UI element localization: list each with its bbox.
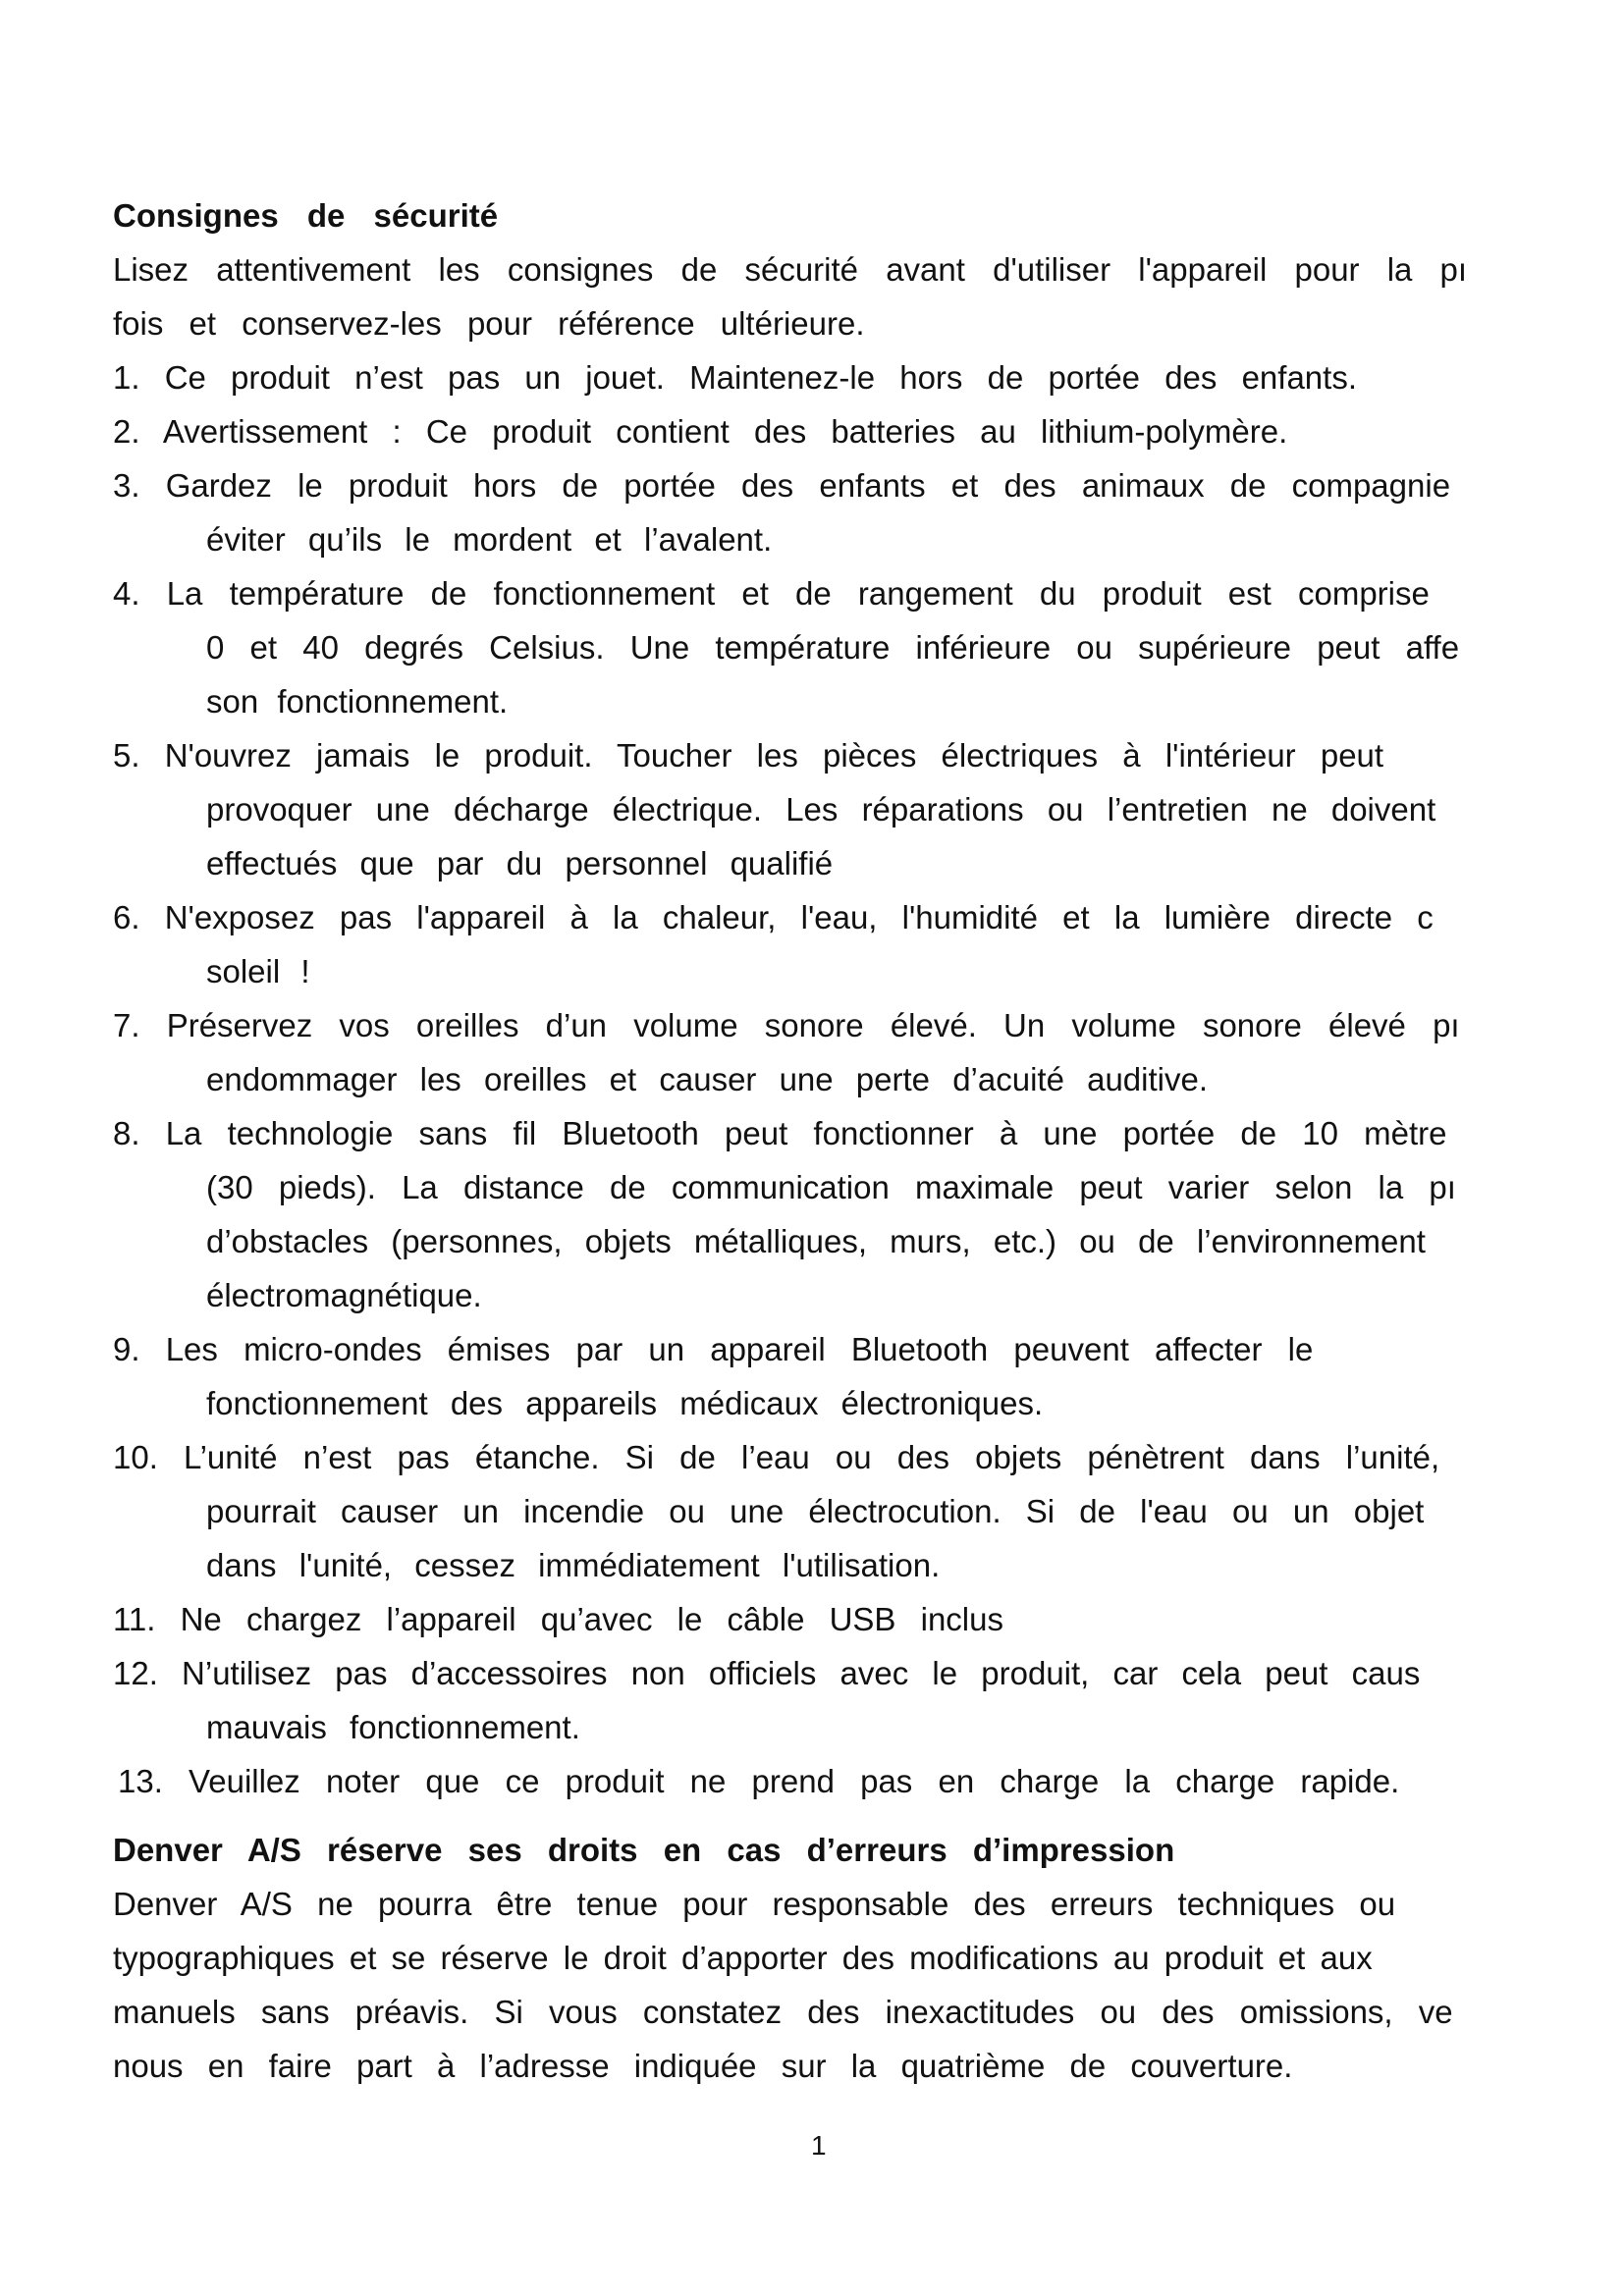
safety-item-13: 13. Veuillez noter que ce produit ne prend pas en charge la charge rapide. [118,1763,1400,1799]
safety-item-6: 6. N'exposez pas l'appareil à la chaleur, l'eau, l'humidité et la lumière directe c [113,899,1434,935]
safety-item-6-line-2: soleil ! [206,953,310,989]
safety-item-12: 12. N’utilisez pas d’accessoires non officiels avec le produit, car cela peut caus [113,1655,1421,1691]
rights-paragraph-line-2: typographiques et se réserve le droit d’apporter des modifications au produit et aux [113,1940,1373,1976]
safety-item-1: 1. Ce produit n’est pas un jouet. Maintenez-le hors de portée des enfants. [113,359,1357,396]
safety-item-8: 8. La technologie sans fil Bluetooth peut fonctionner à une portée de 10 mètre [113,1115,1447,1151]
safety-item-4-line-3: son fonctionnement. [206,683,509,720]
safety-item-8-line-4: électromagnétique. [206,1277,482,1313]
intro-line-2: fois et conservez-les pour référence ultérieure. [113,305,865,342]
rights-paragraph-line-4: nous en faire part à l’adresse indiquée sur la quatrième de couverture. [113,2048,1293,2084]
safety-item-4-line-2: 0 et 40 degrés Celsius. Une température inférieure ou supérieure peut affe [206,629,1460,666]
safety-item-5-line-2: provoquer une décharge électrique. Les réparations ou l’entretien ne doivent [206,791,1436,828]
safety-item-12-line-2: mauvais fonctionnement. [206,1709,580,1745]
page-number: 1 [811,2130,827,2161]
safety-item-3-line-2: éviter qu’ils le mordent et l’avalent. [206,521,773,558]
safety-item-11: 11. Ne chargez l’appareil qu’avec le câble USB inclus [113,1601,1003,1637]
rights-paragraph-line-1: Denver A/S ne pourra être tenue pour responsable des erreurs techniques ou [113,1886,1396,1922]
safety-item-9-line-2: fonctionnement des appareils médicaux électroniques. [206,1385,1044,1421]
safety-item-4: 4. La température de fonctionnement et de rangement du produit est comprise [113,575,1430,612]
safety-item-5: 5. N'ouvrez jamais le produit. Toucher les pièces électriques à l'intérieur peut [113,737,1384,774]
rights-paragraph-line-3: manuels sans préavis. Si vous constatez des inexactitudes ou des omissions, ve [113,1994,1453,2030]
safety-title: Consignes de sécurité [113,197,499,234]
safety-item-10-line-2: pourrait causer un incendie ou une électrocution. Si de l'eau ou un objet [206,1493,1425,1529]
safety-item-2: 2. Avertissement : Ce produit contient des batteries au lithium-polymère. [113,413,1288,450]
safety-item-8-line-3: d’obstacles (personnes, objets métalliques, murs, etc.) ou de l’environnement [206,1223,1426,1259]
intro-line-1: Lisez attentivement les consignes de sécurité avant d'utiliser l'appareil pour la pı [113,251,1468,288]
safety-item-9: 9. Les micro-ondes émises par un appareil Bluetooth peuvent affecter le [113,1331,1314,1367]
safety-item-5-line-3: effectués que par du personnel qualifié [206,845,834,881]
safety-item-10-line-3: dans l'unité, cessez immédiatement l'utilisation. [206,1547,941,1583]
rights-title: Denver A/S réserve ses droits en cas d’erreurs d’impression [113,1832,1175,1868]
safety-item-8-line-2: (30 pieds). La distance de communication maximale peut varier selon la pı [206,1169,1456,1205]
safety-item-7: 7. Préservez vos oreilles d’un volume sonore élevé. Un volume sonore élevé pı [113,1007,1460,1043]
safety-item-10: 10. L’unité n’est pas étanche. Si de l’eau ou des objets pénètrent dans l’unité, [113,1439,1440,1475]
safety-item-7-line-2: endommager les oreilles et causer une perte d’acuité auditive. [206,1061,1209,1097]
safety-item-3: 3. Gardez le produit hors de portée des enfants et des animaux de compagnie [113,467,1451,504]
